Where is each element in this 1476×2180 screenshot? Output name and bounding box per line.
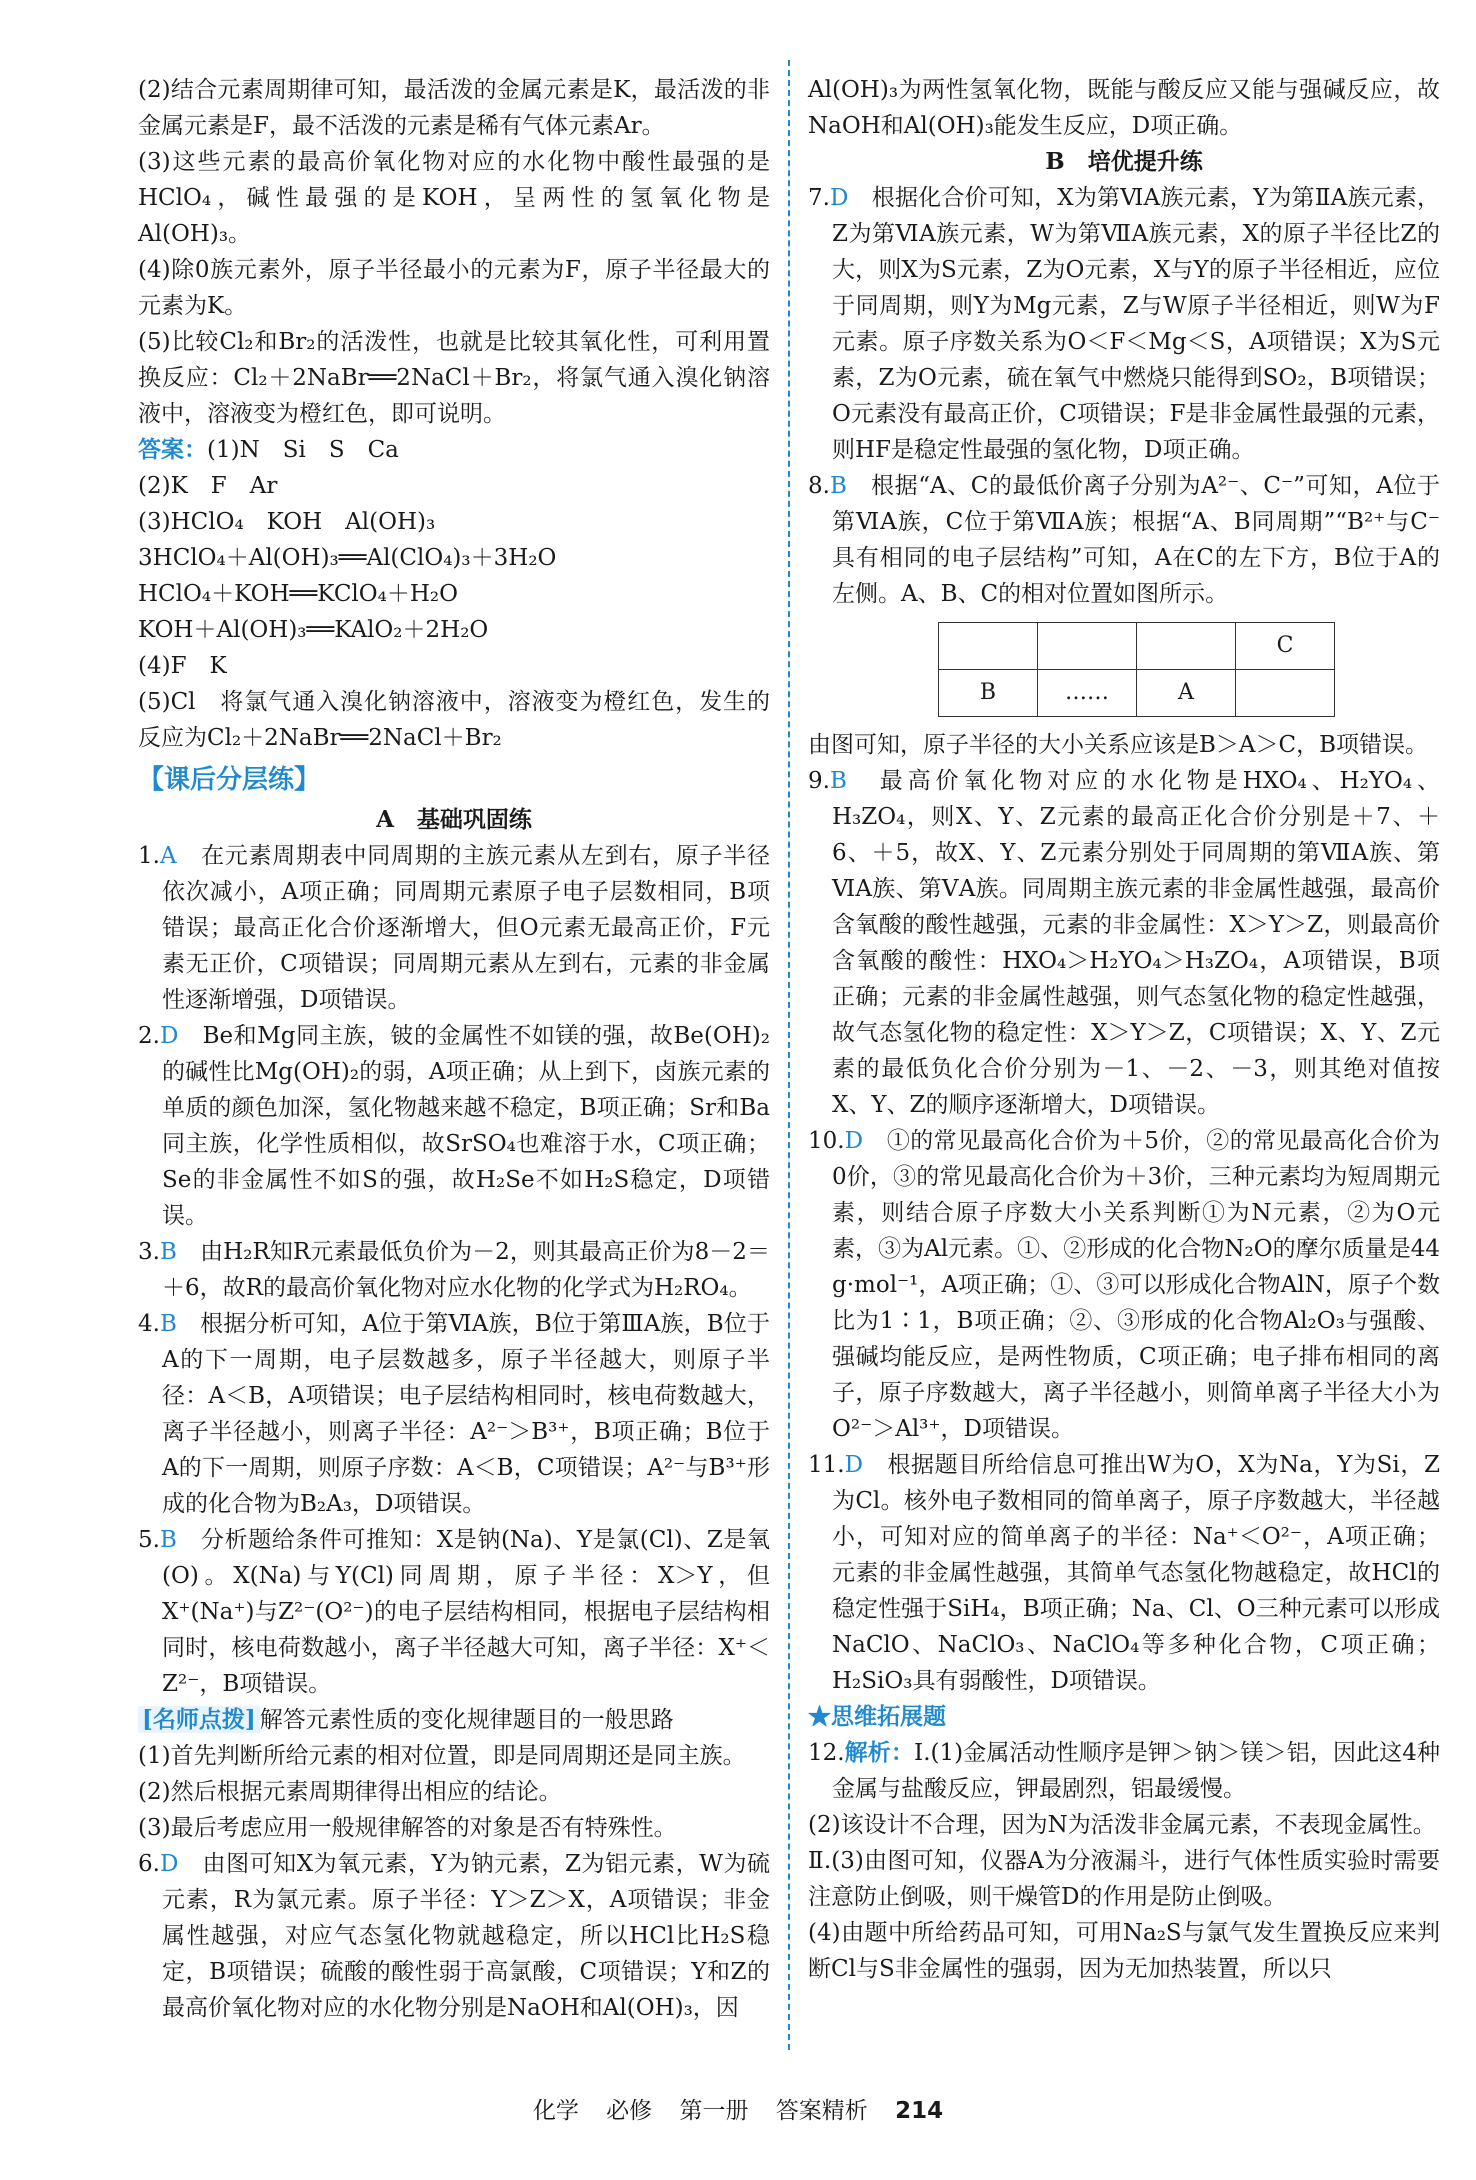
- table-cell: [1137, 623, 1236, 670]
- question-number: 8.: [808, 473, 830, 499]
- answer-letter: D: [829, 185, 849, 211]
- question-text: 根据化合价可知，X为第ⅥA族元素，Y为第ⅡA族元素，Z为第ⅥA族元素，W为第ⅦA族元素，X的原子半径比Z的大，则X为S元素，Z为O元素，X与Y的原子半径相近，应位于同周期，则Y为Mg元素，Z与W原子半径相近，则W为F元素。原子序数关系为O＜F＜Mg＜S，A项错误；X为S元素，Z为O元素，硫在氧气中燃烧只能得到SO₂，B项错误；O元素没有最高正价，C项错误；F是非金属性最强的元素，则HF是稳定性最强的氢化物，D项正确。: [832, 185, 1440, 463]
- question-number: 2.: [138, 1023, 160, 1049]
- table-row: [939, 623, 1335, 670]
- question-text: 分析题给条件可推知：X是钠(Na)、Y是氯(Cl)、Z是氧(O)。X(Na)与Y(Cl)同周期，原子半径：X＞Y，但X⁺(Na⁺)与Z²⁻(O²⁻)的电子层结构相同，根据电子层结构相同时，核电荷数越小，离子半径越大可知，离子半径：X⁺＜Z²⁻，B项错误。: [162, 1527, 771, 1697]
- answer-letter: D: [159, 1851, 179, 1877]
- question-item: [808, 1447, 1440, 1699]
- question-item: [138, 1018, 770, 1234]
- answer-letter: D: [844, 1128, 864, 1154]
- subsection-title: A 基础巩固练: [376, 806, 532, 833]
- table-cell: B: [939, 670, 1038, 717]
- table-cell: [1236, 670, 1335, 717]
- question-text: 由图可知X为氧元素，Y为钠元素，Z为铝元素，W为硫元素，R为氯元素。原子半径：Y＞Z＞X，A项错误；非金属性越强，对应气态氢化物就越稳定，所以HCl比H₂S稳定，B项错误；硫酸的酸性弱于高氯酸，C项错误；Y和Z的最高价氧化物对应的水化物分别是NaOH和Al(OH)₃，因: [162, 1851, 770, 2021]
- question-text: Be和Mg同主族，铍的金属性不如镁的强，故Be(OH)₂的碱性比Mg(OH)₂的弱，A项正确；从上到下，卤族元素的单质的颜色加深，氢化物越来越不稳定，B项正确；Sr和Ba同主族，化学性质相似，故SrSO₄也难溶于水，C项正确；Se的非金属性不如S的强，故H₂Se不如H₂S稳定，D项错误。: [162, 1023, 770, 1229]
- question-number: 7.: [808, 185, 830, 211]
- answer-letter: D: [159, 1023, 179, 1049]
- question-item: [808, 180, 1440, 468]
- question-text: ①的常见最高化合价为＋5价，②的常见最高化合价为0价，③的常见最高化合价为＋3价，三种元素均为短周期元素，则结合原子序数大小关系判断①为N元素，②为O元素，③为Al元素。①、②形成的化合物N₂O的摩尔质量是44 g·mol⁻¹，A项正确；①、③可以形成化合物AlN，原子个数比为1∶1，B项正确；②、③形成的化合物Al₂O₃与强酸、强碱均能反应，是两性物质，C项正确；电子排布相同的离子，原子序数越大，离子半径越小，则简单离子半径大小为O²⁻＞Al³⁺，D项错误。: [832, 1128, 1440, 1442]
- intro-paragraph: (2)结合元素周期律可知，最活泼的金属元素是K，最活泼的非金属元素是F，最不活泼的元素是稀有气体元素Ar。: [138, 77, 770, 139]
- question-number: 6.: [138, 1851, 160, 1877]
- footer-kind: 答案精析: [775, 2098, 868, 2124]
- expand-title: ★思维拓展题: [808, 1703, 946, 1730]
- question-item: [808, 763, 1440, 1123]
- table-cell: C: [1236, 623, 1335, 670]
- section-title: 【课后分层练】: [138, 765, 321, 795]
- question-item: [808, 1123, 1440, 1447]
- tip-line: (3)最后考虑应用一般规律解答的对象是否有特殊性。: [138, 1815, 677, 1841]
- answer-line: KOH＋Al(OH)₃══KAlO₂＋2H₂O: [138, 617, 489, 643]
- answer-letter: B: [829, 768, 847, 794]
- question-item: [138, 1234, 770, 1306]
- answer-block: [138, 432, 770, 468]
- tip-line: (2)然后根据元素周期律得出相应的结论。: [138, 1779, 562, 1805]
- answer-line: (2)K F Ar: [138, 473, 278, 499]
- footer-subject: 化学: [532, 2098, 579, 2124]
- answer-label: 答案：: [138, 436, 207, 463]
- question-item: [138, 1846, 770, 2026]
- position-table: [938, 622, 1335, 717]
- intro-paragraph: (4)除0族元素外，原子半径最小的元素为F，原子半径最大的元素为K。: [138, 257, 770, 319]
- answer-letter: A: [159, 843, 177, 869]
- question-text: 根据“A、C的最低价离子分别为A²⁻、C⁻”可知，A位于第ⅥA族，C位于第ⅦA族；根据“A、B同周期”“B²⁺与C⁻具有相同的电子层结构”可知，A在C的左下方，B位于A的左侧。A、B、C的相对位置如图所示。: [832, 473, 1441, 607]
- tip-label: [名师点拨]: [138, 1706, 260, 1733]
- tip-text: 解答元素性质的变化规律题目的一般思路: [259, 1707, 674, 1733]
- question-number: 3.: [138, 1239, 160, 1265]
- question-text: 最高价氧化物对应的水化物是HXO₄、H₂YO₄、H₃ZO₄，则X、Y、Z元素的最高正化合价分别是＋7、＋6、＋5，故X、Y、Z元素分别处于同周期的第ⅦA族、第ⅥA族、第ⅤA族。同周期主族元素的非金属性越强，最高价含氧酸的酸性越强，元素的非金属性：X＞Y＞Z，则最高价含氧酸的酸性：HXO₄＞H₂YO₄＞H₃ZO₄，A项错误，B项正确；元素的非金属性越强，则气态氢化物的稳定性越强，故气态氢化物的稳定性：X＞Y＞Z，C项错误；X、Y、Z元素的最低负化合价分别为－1、－2、－3，则其绝对值按X、Y、Z的顺序逐渐增大，D项错误。: [832, 768, 1440, 1118]
- question-number: 12.: [808, 1740, 845, 1766]
- table-cell: ……: [1038, 670, 1137, 717]
- question-text: 在元素周期表中同周期的主族元素从左到右，原子半径依次减小，A项正确；同周期元素原子电子层数相同，B项错误；最高正化合价逐渐增大，但O元素无最高正价，F元素无正价，C项错误；同周期元素从左到右，元素的非金属性逐渐增强，D项错误。: [162, 843, 771, 1013]
- table-row: [939, 670, 1335, 717]
- footer-book: 必修: [606, 2098, 653, 2124]
- tip-heading: [138, 1702, 770, 1738]
- analysis-line: (4)由题中所给药品可知，可用Na₂S与氯气发生置换反应来判断Cl与S非金属性的强弱，因为无加热装置，所以只: [808, 1920, 1440, 1982]
- tip-line: (1)首先判断所给元素的相对位置，即是同周期还是同主族。: [138, 1743, 746, 1769]
- answer-line: HClO₄＋KOH══KClO₄＋H₂O: [138, 581, 458, 607]
- table-cell: A: [1137, 670, 1236, 717]
- answer-letter: B: [159, 1239, 177, 1265]
- analysis-line: Ⅰ.(1)金属活动性顺序是钾＞钠＞镁＞铝，因此这4种金属与盐酸反应，钾最剧烈，铝最缓慢。: [832, 1740, 1441, 1802]
- answer-letter: B: [159, 1527, 177, 1553]
- right-column: [808, 72, 1440, 1987]
- answer-line: (3)HClO₄ KOH Al(OH)₃: [138, 509, 436, 535]
- answer-line: (5)Cl 将氯气通入溴化钠溶液中，溶液变为橙红色，发生的反应为Cl₂＋2NaBr══2NaCl＋Br₂: [138, 689, 770, 751]
- answer-letter: B: [829, 473, 847, 499]
- analysis-line: (2)该设计不合理，因为N为活泼非金属元素，不表现金属性。: [808, 1812, 1436, 1838]
- answer-letter: B: [159, 1311, 177, 1337]
- question-text: 根据题目所给信息可推出W为O，X为Na，Y为Si，Z为Cl。核外电子数相同的简单离子，原子序数越大，半径越小，可知对应的简单离子的半径：Na⁺＜O²⁻，A项正确；元素的非金属性越强，其简单气态氢化物越稳定，故HCl的稳定性强于SiH₄，B项正确；Na、Cl、O三种元素可以形成NaClO、NaClO₃、NaClO₄等多种化合物，C项正确；H₂SiO₃具有弱酸性，D项错误。: [832, 1452, 1441, 1694]
- question-number: 11.: [808, 1452, 845, 1478]
- question-item: [138, 1522, 770, 1702]
- table-conclusion: 由图可知，原子半径的大小关系应该是B＞A＞C，B项错误。: [808, 732, 1429, 758]
- subsection-title: B 培优提升练: [1045, 148, 1203, 175]
- analysis-label: 解析：: [844, 1739, 915, 1766]
- question-number: 10.: [808, 1128, 845, 1154]
- column-divider: [788, 60, 790, 2050]
- answer-line: 3HClO₄＋Al(OH)₃══Al(ClO₄)₃＋3H₂O: [138, 545, 557, 571]
- left-column: [138, 72, 770, 2026]
- question-number: 1.: [138, 843, 160, 869]
- table-cell: [1038, 623, 1137, 670]
- question-number: 4.: [138, 1311, 160, 1337]
- table-cell: [939, 623, 1038, 670]
- answer-letter: D: [844, 1452, 864, 1478]
- question-number: 9.: [808, 768, 830, 794]
- footer-volume: 第一册: [679, 2098, 749, 2124]
- question-text: 由H₂R知R元素最低负价为－2，则其最高正价为8－2＝＋6，故R的最高价氧化物对应水化物的化学式为H₂RO₄。: [162, 1239, 771, 1301]
- intro-paragraph: (3)这些元素的最高价氧化物对应的水化物中酸性最强的是HClO₄，碱性最强的是KOH，呈两性的氢氧化物是Al(OH)₃。: [138, 149, 770, 247]
- question-number: 5.: [138, 1527, 160, 1553]
- question-item: [138, 838, 770, 1018]
- continued-text: Al(OH)₃为两性氢氧化物，既能与酸反应又能与强碱反应，故NaOH和Al(OH)₃能发生反应，D项正确。: [808, 77, 1440, 139]
- intro-paragraph: (5)比较Cl₂和Br₂的活泼性，也就是比较其氧化性，可利用置换反应：Cl₂＋2NaBr══2NaCl＋Br₂，将氯气通入溴化钠溶液中，溶液变为橙红色，即可说明。: [138, 329, 770, 427]
- answer-line: (1)N Si S Ca: [207, 437, 399, 463]
- answer-line: (4)F K: [138, 653, 227, 679]
- question-item: [808, 468, 1440, 612]
- question-item: [138, 1306, 770, 1522]
- question-item: [808, 1735, 1440, 1807]
- analysis-line: Ⅱ.(3)由图可知，仪器A为分液漏斗，进行气体性质实验时需要注意防止倒吸，则干燥管D的作用是防止倒吸。: [808, 1848, 1440, 1910]
- question-text: 根据分析可知，A位于第ⅥA族，B位于第ⅢA族，B位于A的下一周期，电子层数越多，原子半径越大，则原子半径：A＜B，A项错误；电子层结构相同时，核电荷数越大，离子半径越小，则离子半径：A²⁻＞B³⁺，B项正确；B位于A的下一周期，则原子序数：A＜B，C项错误；A²⁻与B³⁺形成的化合物为B₂A₃，D项错误。: [162, 1311, 770, 1517]
- page-number: 214: [895, 2098, 944, 2124]
- page-footer: [0, 2092, 1476, 2125]
